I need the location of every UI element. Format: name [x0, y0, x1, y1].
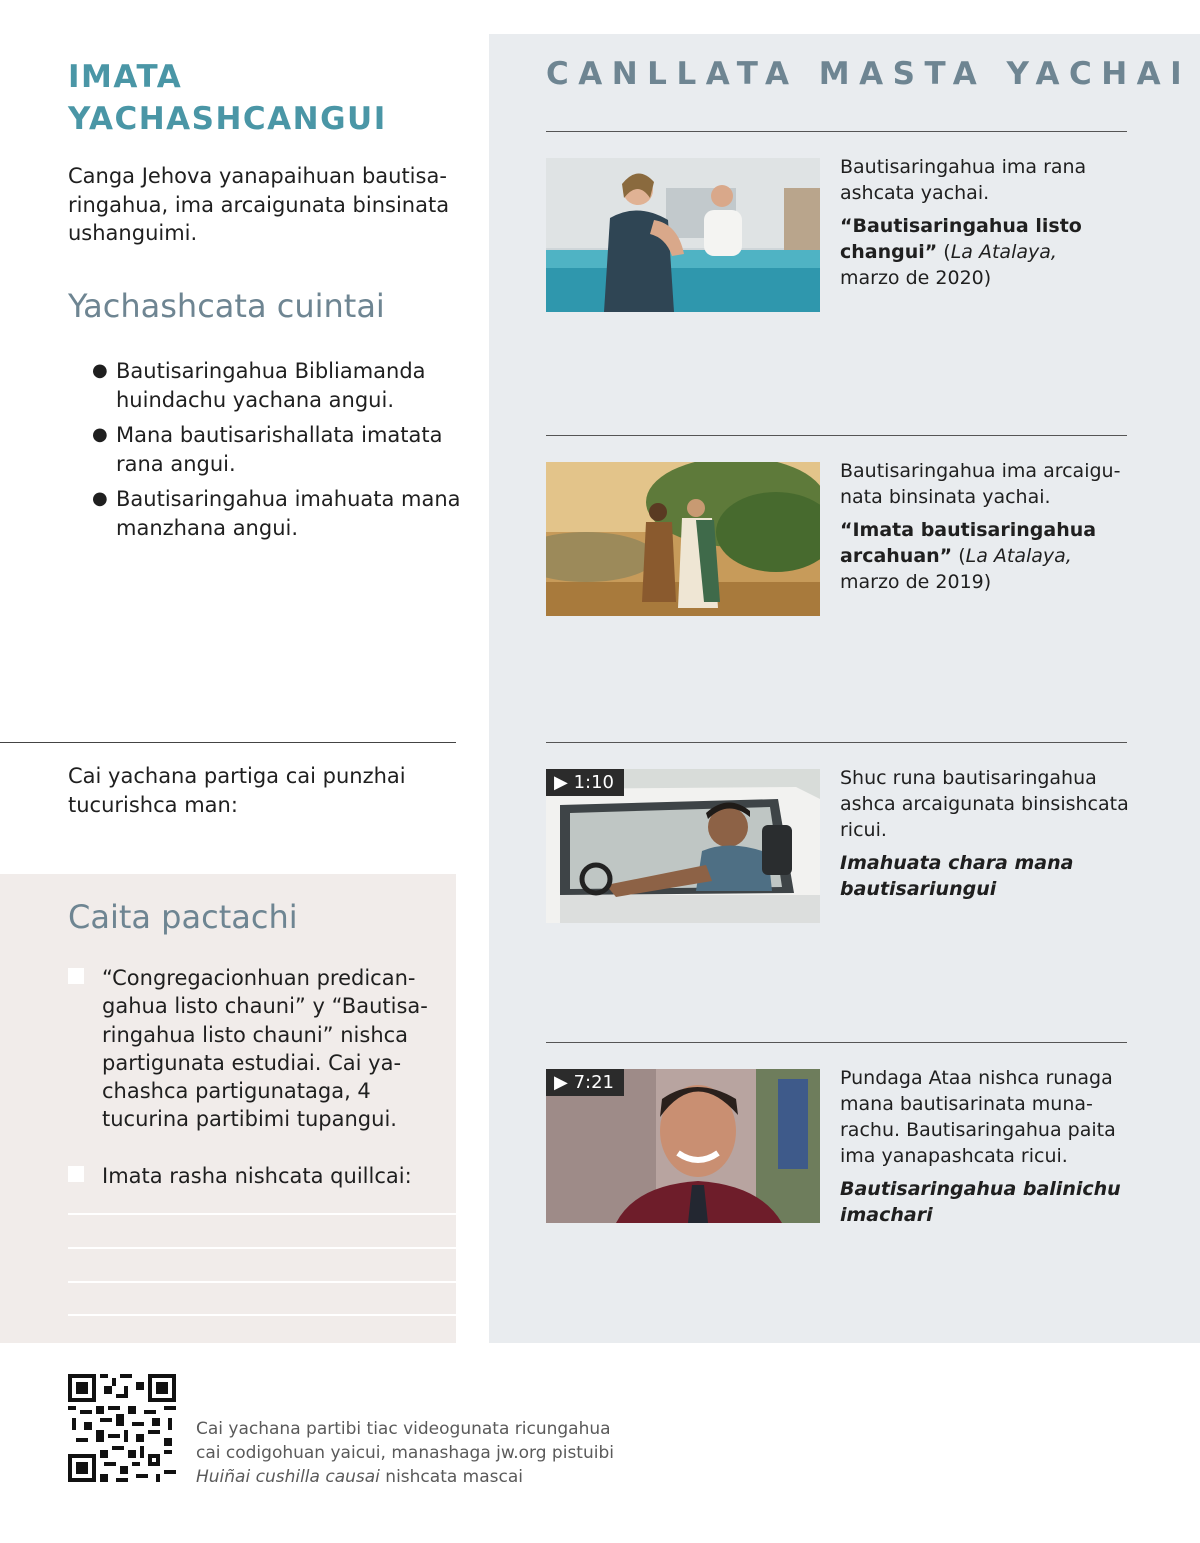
article-thumbnail[interactable] [546, 158, 820, 312]
intro-text: Canga Jehova yanapaihuan bautisaringahua, ima arcaigunata binsinata ushanguimi. [68, 164, 450, 245]
key-points-list [92, 357, 462, 549]
qr-code-icon[interactable] [68, 1374, 176, 1482]
resource-description: Shuc runa bautisaringahua ashca arcaigunata binsishcata ricui. [840, 767, 1129, 841]
writing-line[interactable] [68, 1247, 456, 1249]
section-divider [546, 435, 1127, 436]
resource-item [840, 458, 1130, 595]
tasks-list [68, 964, 438, 1218]
video-duration-badge: ▶ 7:21 [546, 1069, 624, 1096]
key-point: ● Bautisaringahua imahuata mana manzhana angui. [92, 487, 461, 540]
resource-description: Bautisaringahua ima arcaigunata binsinata yachai. [840, 460, 1121, 508]
video-link[interactable]: Bautisaringahua balinichu imachari [840, 1178, 1121, 1226]
resource-item [840, 765, 1130, 902]
task-item: “Congregacionhuan predicangahua listo chauni” y “Bautisaringahua listo chauni” nishca partigunata estudiai. Cai yachashca partigunataga, 4 tucurina partibimi tupangui. [68, 964, 438, 1134]
page-title-line1: IMATA [68, 59, 183, 95]
section-divider [546, 131, 1127, 132]
article-thumbnail[interactable] [546, 462, 820, 616]
writing-line[interactable] [68, 1281, 456, 1283]
footer-note: Cai yachana partibi tiac videogunata ricungahua cai codigohuan yaicui, manashaga jw.org pistuibi Huiñai cushilla causai nishcata mascai [196, 1419, 614, 1487]
section-divider [546, 1042, 1127, 1043]
resource-item [840, 1065, 1130, 1228]
key-point: ● Mana bautisarishallata imatata rana angui. [92, 423, 443, 476]
tasks-heading: Caita pactachi [68, 898, 298, 936]
baptism-pool-image [546, 158, 820, 312]
writing-line[interactable] [68, 1213, 456, 1215]
video-link[interactable]: Imahuata chara mana bautisariungui [840, 852, 1074, 900]
qr-code-graphic [68, 1374, 176, 1482]
resource-description: Pundaga Ataa nishca runaga mana bautisarinata munarachu. Bautisaringahua paita ima yanapashcata ricui. [840, 1067, 1116, 1167]
further-study-heading: CANLLATA MASTA YACHAI [546, 56, 1192, 92]
section-divider [546, 742, 1127, 743]
bullet-icon: ● [92, 488, 108, 509]
page-title-line2: YACHASHCANGUI [68, 101, 387, 137]
completion-date-prompt: Cai yachana partiga cai punzhai tucurishca man: [68, 764, 406, 817]
article-link[interactable]: “Imata bautisaringahua arcahuan” (La Atalaya, marzo de 2019) [840, 519, 1097, 593]
key-points-heading: Yachashcata cuintai [68, 287, 385, 325]
bullet-icon: ● [92, 360, 108, 381]
page-title [68, 56, 468, 140]
painting-image [546, 462, 820, 616]
resource-description: Bautisaringahua ima rana ashcata yachai. [840, 156, 1087, 204]
video-duration-badge: ▶ 1:10 [546, 769, 624, 796]
checkbox[interactable] [68, 968, 84, 984]
bullet-icon: ● [92, 424, 108, 445]
play-icon: ▶ [554, 1072, 568, 1093]
video-thumbnail[interactable] [546, 1069, 820, 1223]
checkbox[interactable] [68, 1166, 84, 1182]
writing-line[interactable] [68, 1314, 456, 1316]
task-item: Imata rasha nishcata quillcai: [68, 1162, 438, 1190]
play-icon: ▶ [554, 772, 568, 793]
article-link[interactable]: “Bautisaringahua listo changui” (La Atalaya, marzo de 2020) [840, 215, 1082, 289]
video-thumbnail[interactable] [546, 769, 820, 923]
key-point: ● Bautisaringahua Bibliamanda huindachu yachana angui. [92, 359, 426, 412]
resource-item [840, 154, 1130, 291]
section-divider [0, 742, 456, 743]
